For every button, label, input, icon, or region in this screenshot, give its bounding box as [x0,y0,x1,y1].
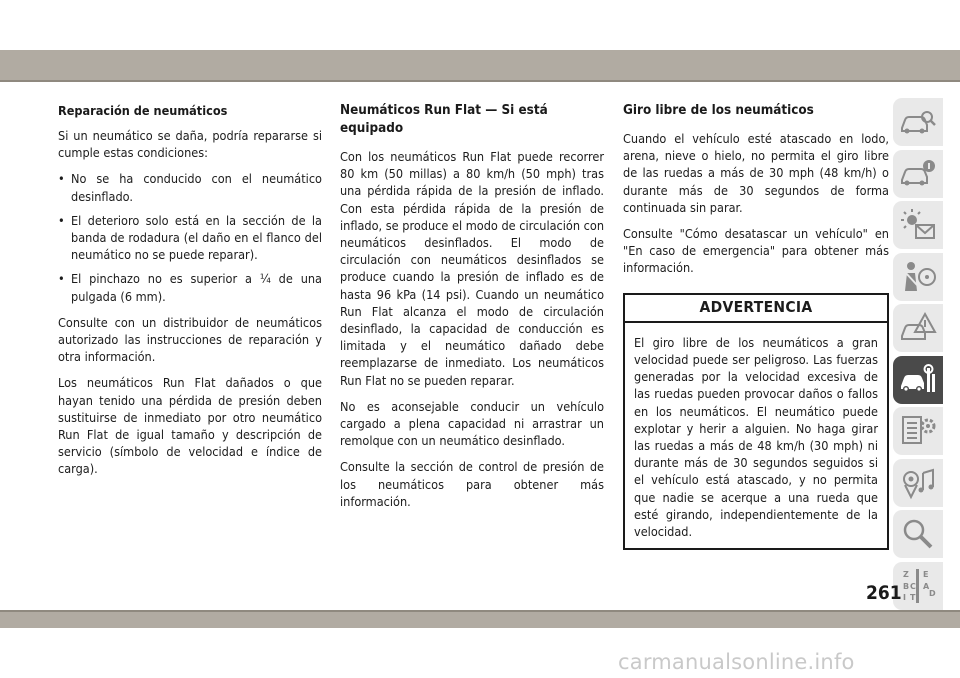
paragraph: Cuando el vehículo esté atascado en lodo, arena, nieve o hielo, no permita el giro libre de las ruedas a más de 30 mph (48 km/h) o durante más de 30 segundos de forma continuada sin parar. [623,131,889,215]
paragraph: Consulte con un distribuidor de neumáticos autorizado las instrucciones de reparación y otra información. [58,314,322,365]
index-letter: I [903,592,906,602]
column-middle [340,102,604,519]
section-heading-repair: Reparación de neumáticos [58,103,228,118]
car-wrench-icon [899,362,937,398]
lights-envelope-icon [899,207,937,243]
alphabet-index-icon [899,568,937,604]
section-heading-run-flat: Neumáticos Run Flat — Si está equipado [340,103,548,136]
warning-body: El giro libre de los neumáticos a gran velocidad puede ser peligroso. Las fuerzas generadas por la velocidad excesiva de las ruedas pueden provocar daños o fallos en los neumáticos. El neumático puede explotar y herir a alguien. No haga girar las ruedas a más de 48 km/h (30 mph) ni durante más de 30 segundos seguidos si el vehículo está atascado, y no permita que nadie se acerque a una rueda que esté girando, independientemente de la velocidad. [634,334,878,540]
tab-lights-messages[interactable] [893,201,943,249]
column-right [623,102,889,550]
tab-customer-assistance[interactable] [893,510,943,558]
page-number: 261 [866,582,902,604]
tab-instrument-panel[interactable] [893,150,943,198]
chapter-tabs [893,98,943,613]
index-letter: E [923,569,929,579]
warning-box [623,293,889,551]
magnifier-icon [899,516,937,552]
section-heading-wheel-spin: Giro libre de los neumáticos [623,103,814,118]
tab-multimedia[interactable] [893,459,943,507]
index-letter: B [903,581,910,591]
paragraph: Consulte la sección de control de presión de los neumáticos para obtener más información. [340,459,604,509]
index-letter: D [929,588,936,598]
car-info-icon [899,156,937,192]
index-letter: C [910,581,916,591]
paragraph: Con los neumáticos Run Flat puede recorrer 80 km (50 millas) a 80 km/h (50 mph) tras una pérdida rápida de la presión de inflado. Con esta pérdida rápida de la presión de inflado, se produce el modo de circulación con neumáticos desinflados. El modo de circulación con neumáticos desinflados se produce cuando la presión de inflado es de hasta 96 kPa (14 psi). Cuando un neumático Run Flat alcanza el modo de circulación desinflado, la capacidad de conducción es limitada y el neumático dañado debe reemplazarse de inmediato. Los neumáticos Run Flat no se pueden reparar. [340,149,604,388]
paragraph: No es aconsejable conducir un vehículo cargado a plena capacidad ni arrastrar un remolque con un neumático desinflado. [340,398,604,449]
list-item: • El pinchazo no es superior a ¼ de una pulgada (6 mm). [58,270,322,304]
header-rule [0,80,960,82]
paragraph: Los neumáticos Run Flat dañados o que hayan tenido una pérdida de presión deben sustituirse de inmediato por otro neumático Run Flat de igual tamaño y descripción de servicio (símbolo de velocidad e índice de carga). [58,375,322,477]
seatbelt-icon [899,259,937,295]
list-item: • No se ha conducido con el neumático desinflado. [58,170,322,204]
index-letter: Z [903,569,909,579]
tab-servicing-maintenance[interactable] [893,407,943,455]
list-item: • El deterioro solo está en la sección de la banda de rodadura (el daño en el flanco del neumático no se puede reparar). [58,212,322,264]
paragraph: Consulte "Cómo desatascar un vehículo" en "En caso de emergencia" para obtener más información. [623,226,889,276]
car-search-icon [899,104,937,140]
warning-title: ADVERTENCIA [625,295,887,323]
tab-starting-operating[interactable] [893,304,943,352]
index-letter: T [910,592,916,602]
watermark: carmanualsonline.info [618,650,855,674]
tab-in-case-of-emergency[interactable] [893,356,943,404]
tab-safety[interactable] [893,253,943,301]
tab-getting-to-know-vehicle[interactable] [893,98,943,146]
header-band [0,50,960,80]
index-letter: A [923,581,930,591]
condition-list [58,170,322,304]
checklist-gear-icon [899,413,937,449]
footer-band [0,612,960,628]
car-warning-icon [899,310,937,346]
column-left [58,102,322,487]
top-margin [0,0,960,50]
paragraph: Si un neumático se daña, podría repararse si cumple estas condiciones: [58,128,322,161]
music-location-icon [899,465,937,501]
